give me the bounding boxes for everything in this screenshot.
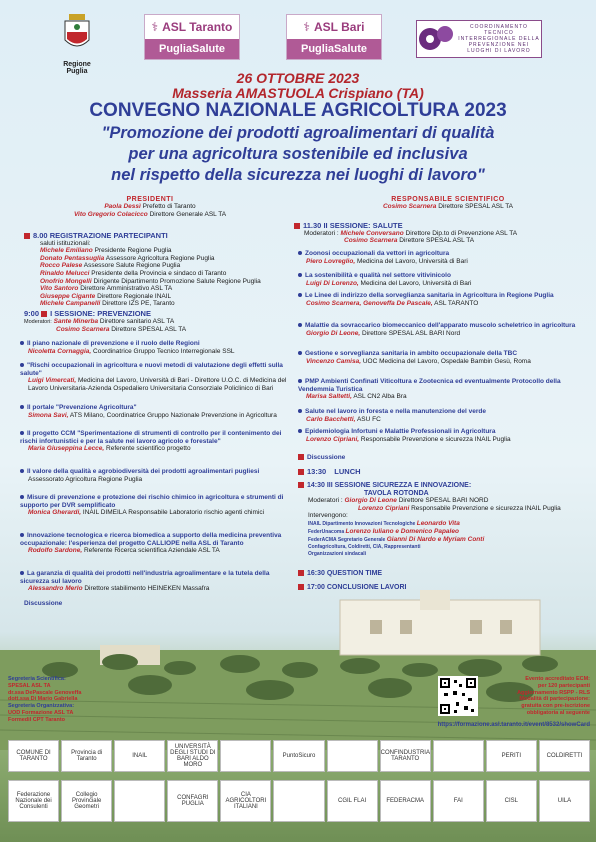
moderators-label: Moderatori : [304,229,339,237]
moderator-name: Cosimo Scarnera [344,237,398,245]
segreteria-line: Formedil CPT Taranto [8,716,66,723]
talk-title-text: Salute nel lavoro in foresta e nella manutenzione del verde [305,408,486,415]
s3-subtitle: TAVOLA ROTONDA [364,489,429,497]
talk-speaker [20,476,300,484]
ecm-link[interactable]: https://formazione.asl.taranto.it/event/8532/showCard [437,722,590,728]
sponsor-logo: PERITI [486,740,537,772]
intervention-row [308,536,588,544]
asl-icon: ⚕ [303,20,311,34]
moderator-name: Sante Minerba [53,317,99,325]
ecm-line: obbligatoria al seguente [526,709,590,716]
talk-item [20,468,300,483]
talk-title-text: La garanzia di qualità dei prodotti nell'industria agroalimentare e la tutela della sicurezza sul lavoro [20,570,270,585]
asl-bari-text: ASL Bari [314,20,365,34]
puglia-salute-text: PugliaSalute [145,39,239,59]
bullet-icon [20,469,24,473]
greeting-name: Michele Campanelli [40,300,101,308]
talk-title [298,408,586,416]
ecm-block [486,676,590,717]
greeting-name: Rinaldo Melucci [40,269,90,277]
asl-taranto-logo [144,14,240,60]
speaker-role: ATS Milano, Coordinatrice Gruppo Nazionale Prevenzione in Agricoltura [69,411,277,419]
greeting-row [40,300,299,308]
greeting-row [40,293,299,301]
registration-block [24,232,299,308]
intervention-org: INAIL Dipartimento Innovazioni Tecnologiche [308,520,416,527]
intervention-org: Organizzazioni sindacali [308,550,367,557]
subtitle-line-3: nel rispetto della sicurezza nei luoghi di lavoro" [111,166,485,184]
coordinamento-text: COORDINAMENTO TECNICO INTERREGIONALE DELLA PREVENZIONE NEI LUOGHI DI LAVORO [458,24,540,54]
sponsor-logo: COLDIRETTI [539,740,590,772]
responsabile-block [300,196,596,211]
talk-title-text: Le Linee di indirizzo della sorveglianza sanitaria in Agricoltura in Regione Puglia [305,292,554,299]
speaker-role: Medicina del Lavoro, Università di Bari [356,257,468,265]
segreteria-heading: Segreteria Scientifica: [8,676,66,682]
talk-title [20,532,300,547]
presidenti-block [0,196,300,219]
schedule-square-icon [298,570,304,576]
speaker-role: ASL TARANTO [434,299,479,307]
speaker-role: Assessorato Agricoltura Regione Puglia [28,475,143,483]
discussione-label: Discussione [24,600,63,607]
talk-speaker [20,547,300,555]
puglia-salute-text: PugliaSalute [287,39,381,59]
bullet-icon [20,533,24,537]
regione-puglia-logo [52,12,102,75]
moderator-role: Direttore Dip.to di Prevenzione ASL TA [405,229,518,237]
greeting-role: Assessore Salute Regione Puglia [83,262,181,270]
talk-item [298,292,586,307]
asl-taranto-text: ASL Taranto [162,20,233,34]
gears-icon [417,22,457,56]
moderators-label: Moderatori : [308,497,343,505]
speaker-role: Medicina del Lavoro, Università di Bari [360,279,472,287]
presidente-role: Prefetto di Taranto [142,203,196,210]
presidente-name: Paola Dessì [104,203,141,210]
intervention-name: Leonardo Vita [416,519,460,527]
bullet-icon [20,363,24,367]
lunch-row [298,468,361,476]
talk-item [20,362,300,392]
subtitle-line-2: per una agricoltura sostenibile ed inclusiva [128,145,468,163]
talk-speaker [20,445,300,453]
s1-time: 9:00 [24,309,40,318]
greeting-role: Direttore Amministrativo ASL TA [80,285,173,293]
intervention-org: FederUnacoma [308,528,345,535]
talk-speaker [298,358,586,366]
conc-time: 17:00 [307,584,325,591]
talk-item [298,428,586,443]
talk-title-text: Il portale "Prevenzione Agricoltura" [27,404,137,411]
speaker-role: Coordinatrice Gruppo Tecnico Interregionale SSL [93,347,235,355]
sponsor-logo: CONFINDUSTRIA TARANTO [380,740,431,772]
reg-title: REGISTRAZIONE PARTECIPANTI [49,231,168,240]
talk-title-text: Il piano nazionale di prevenzione e il ruolo delle Regioni [27,340,200,347]
talk-title [20,362,300,377]
segreteria-line: Segreteria Organizzativa: [8,703,75,710]
speaker-name: Nicoletta Cornaggia, [28,347,92,355]
responsabile-role: Direttore SPESAL ASL TA [438,203,514,210]
sponsor-logo: INAIL [114,740,165,772]
greeting-row [40,270,299,278]
intervention-name: Gianni Di Nardo e Myriam Conti [386,535,485,543]
speaker-name: Maria Giuseppina Lecce, [28,445,105,453]
talk-speaker [20,509,300,517]
talk-title [298,378,586,393]
schedule-square-icon [298,469,304,475]
talk-item [298,322,586,337]
greeting-name: Onofrio Mongelli [40,277,92,285]
greeting-row [40,278,299,286]
ecm-lines [486,676,590,717]
speaker-name: Carlo Bacchetti, [306,415,356,423]
sponsor-logo: CISL [486,780,537,822]
segreteria-lines [8,683,118,724]
talk-title-text: Epidemiologia Infortuni e Malattie Professionali in Agricoltura [305,428,496,435]
talk-speaker [20,412,300,420]
moderator-role: Direttore SPESAL ASL TA [111,326,187,334]
segreteria-line: dott.ssa Di Mario Gabriella [8,696,78,703]
talk-speaker [298,393,586,401]
talk-title [298,292,586,300]
sponsor-logo: FAI [433,780,484,822]
speaker-role: INAIL DIMEILA Responsabile Laboratorio rischio agenti chimici [82,509,265,517]
s3-title: III SESSIONE SICUREZZA E INNOVAZIONE: [326,482,472,489]
greetings-list [24,240,299,308]
speaker-name: Cosimo Scarnera, Genoveffa De Pascale, [306,299,433,307]
greeting-row [40,255,299,263]
s2-title: II SESSIONE: SALUTE [323,221,403,230]
segreteria-line: dr.ssa DePascale Genoveffa [8,689,82,696]
bullet-icon [20,341,24,345]
speaker-name: Marisa Saltetti, [306,393,352,401]
talk-item [20,430,300,453]
bullet-icon [20,571,24,575]
talk-item [298,378,586,401]
talk-item [20,404,300,419]
speaker-role: Direttore stabilimento HEINEKEN Massafra [84,585,210,593]
presidente-name: Vito Gregorio Colacicco [73,211,148,218]
speaker-role: Referente scientifico progetto [106,445,191,453]
qr-code[interactable] [438,676,478,716]
speaker-name: Luigi Vimercati, [28,377,77,385]
moderator-name: Lorenzo Cipriani [358,504,410,512]
greeting-row [40,262,299,270]
moderator-role: Direttore SPESAL BARI NORD [398,497,489,505]
sponsor-logo: Collegio Provinciale Geometri [61,780,112,822]
sponsor-logo: CIA AGRICOLTORI ITALIANI [220,780,271,822]
speaker-name: Giorgio Di Leone, [306,329,361,337]
sponsor-logo: FEDERACMA [380,780,431,822]
bullet-icon [298,323,302,327]
talk-title-text: Il valore della qualità e agrobiodiversità dei prodotti agroalimentari pugliesi [27,468,260,475]
speaker-name: Lorenzo Cipriani, [306,435,360,443]
qt-label: QUESTION TIME [326,570,383,577]
sponsor-logo [273,780,324,822]
speaker-role: ASU FC [356,415,381,423]
greeting-role: Direttore IZS PE, Taranto [102,300,175,308]
session3-block [298,482,588,558]
bullet-icon [20,405,24,409]
bullet-icon [20,431,24,435]
ecm-line: Modalità di partecipazione: [519,696,590,703]
bullet-icon [298,273,302,277]
schedule-square-icon [24,233,30,239]
talk-speaker [298,436,586,444]
bullet-icon [298,379,302,383]
segreteria-line: SPESAL ASL TA [8,682,51,689]
talk-title [20,468,300,476]
greeting-name: Michele Emiliano [40,247,93,255]
talk-speaker [20,377,300,392]
qr-code-icon [438,676,478,716]
lunch-time: 13:30 [307,467,327,476]
intervention-row [308,544,588,551]
greeting-role: Presidente Regione Puglia [94,247,172,255]
bullet-icon [298,293,302,297]
talk-title [298,428,586,436]
ecm-line: per 120 partecipanti [538,682,590,689]
speaker-name: Monica Gherardi, [28,509,82,517]
moderator-name: Michele Conversano [340,229,404,237]
asl-icon: ⚕ [151,20,159,34]
s1-bullet-icon [41,311,47,317]
talk-speaker [298,258,586,266]
event-venue: Masseria AMASTUOLA Crispiano (TA) [172,85,424,101]
presidente-role: Direttore Generale ASL TA [149,211,227,218]
intervention-name: Lorenzo Iuliano e Domenico Papaleo [345,527,459,535]
reg-time: 8.00 [33,231,48,240]
intervention-row [308,528,588,536]
talk-title [298,350,586,358]
speaker-role: ASL CN2 Alba Bra [353,393,407,401]
sponsor-logo: COMUNE DI TARANTO [8,740,59,772]
conc-label: CONCLUSIONE LAVORI [326,584,407,591]
intervention-row [308,520,588,528]
talk-title [20,430,300,445]
sponsor-logo: Provincia di Taranto [61,740,112,772]
moderator-role: Direttore sanitario ASL TA [99,317,175,325]
speaker-role: Responsabile Prevenzione e sicurezza INAIL Puglia [360,435,511,443]
talk-title [20,340,300,348]
talk-item [298,250,586,265]
moderators-label: Moderatori: [24,318,52,325]
sponsor-logo [220,740,271,772]
qt-time: 16:30 [307,570,325,577]
intervention-row [308,551,588,558]
moderator-role: Responsabile Prevenzione e sicurezza INAIL Puglia [411,504,561,512]
moderator-name: Cosimo Scarnera [56,326,110,334]
schedule-square-icon [294,223,300,229]
greeting-name: Rocco Palese [40,262,83,270]
moderator-name: Giorgio Di Leone [344,497,397,505]
moderator-role: Direttore SPESAL ASL TA [399,237,475,245]
speaker-name: Simona Savi, [28,411,69,419]
greeting-name: Vito Santoro [40,285,79,293]
responsabile-heading: RESPONSABILE SCIENTIFICO [391,196,505,203]
sponsor-logo [114,780,165,822]
s3-time: 14:30 [307,482,325,489]
event-date: 26 OTTOBRE 2023 [236,70,360,86]
talk-speaker [298,300,586,308]
talk-speaker [298,416,586,424]
responsabile-name: Cosimo Scarnera [382,203,437,210]
session2-block [294,222,584,245]
sponsor-logo [327,740,378,772]
sponsor-logo: CGIL FLAI [327,780,378,822]
bullet-icon [298,429,302,433]
talk-title-text: Zoonosi occupazionali da vettori in agricoltura [305,250,450,257]
intervention-org: FederACMA Segretario Generale [308,536,386,543]
talk-title [298,250,586,258]
schedule-square-icon [298,454,304,460]
question-time-row [298,570,382,578]
lunch-label: LUNCH [334,467,361,476]
talk-title [298,322,586,330]
speaker-name: Rodolfo Sardone, [28,547,83,555]
speaker-name: Piero Lovreglio, [306,257,356,265]
speaker-name: Luigi Di Lorenzo, [306,279,359,287]
crest-icon [52,12,102,56]
sponsor-logo: UILA [539,780,590,822]
talk-title [20,570,300,585]
greeting-name: Donato Pentassuglia [40,254,105,262]
speaker-role: Referente Ricerca scientifica Aziendale ASL TA [83,547,220,555]
segreteria-block [8,676,118,724]
talk-item [298,350,586,365]
talk-title-text: Misure di prevenzione e protezione dei rischio chimico in agricoltura e strumenti di supporto per DVR semplificato [20,494,284,509]
talk-title-text: Gestione e sorveglianza sanitaria in ambito occupazionale della TBC [305,350,518,357]
talk-title [20,494,300,509]
interventions-list [298,520,588,558]
saluti-label: saluti istituzionali: [40,239,91,247]
speaker-role: UOC Medicina del Lavoro, Ospedale Bambin Gesù, Roma [362,357,531,365]
discussione-label: Discussione [307,454,346,461]
speaker-role: Direttore SPESAL ASL BARI Nord [361,329,461,337]
asl-bari-logo [286,14,382,60]
talk-item [20,532,300,555]
greeting-role: Assessore Agricoltura Regione Puglia [105,254,215,262]
bullet-icon [298,351,302,355]
ecm-line: gratuita con pre-iscrizione [521,703,590,710]
sponsor-logo [433,740,484,772]
intervengono-label: Intervengono: [308,512,348,520]
s1-title: I SESSIONE: PREVENZIONE [50,309,151,318]
greeting-row [40,285,299,293]
subtitle-line-1: "Promozione dei prodotti agroalimentari di qualità [101,124,495,142]
talk-item [298,408,586,423]
ecm-line: Evento accreditato ECM: [525,676,590,682]
talk-item [298,272,586,287]
sponsor-logo: PuntoSicuro [273,740,324,772]
bullet-icon [298,251,302,255]
speaker-name: Vincenzo Camisa, [306,357,362,365]
sponsor-logo: Federazione Nazionale dei Consulenti [8,780,59,822]
talk-title-text: La sostenibilità e qualità nel settore vitivinicolo [305,272,451,279]
speaker-role: Medicina del Lavoro, Università di Bari - Direttore U.O.C. di Medicina del Lavoro Universitaria-Azienda Ospedaliero Universitaria Consorziale Policlinico di Bari [28,377,287,392]
talk-speaker [298,330,586,338]
talk-title-text: Innovazione tecnologica e ricerca biomedica a supporto della medicina preventiva occupazionale: l'esperienza del progetto CALLIOPE nella ASL di Taranto [20,532,282,547]
talk-item [20,340,300,355]
sponsor-logo: UNIVERSITÀ DEGLI STUDI DI BARI ALDO MORO [167,740,218,772]
right-discussione [298,454,345,462]
speaker-name: Alessandro Merlo [28,585,83,593]
coordinamento-logo [416,20,542,58]
segreteria-line: UOD Formazione ASL TA [8,709,74,716]
intervention-org: Confagricoltura, Coldiretti, CIA, Rappresentanti [308,543,421,550]
s2-time: 11.30 [303,221,322,230]
bullet-icon [298,409,302,413]
talk-title-text: PMP Ambienti Confinati Viticoltura e Zootecnica ed eventualmente Protocollo della Vendemmia Turistica [298,378,561,393]
region-label: Regione Puglia [63,61,91,75]
greeting-row [40,247,299,255]
greeting-role: Direttore Regionale INAIL [97,292,172,300]
talk-speaker [298,280,586,288]
talk-item [20,494,300,517]
talk-title-text: Il progetto CCM "Sperimentazione di strumenti di controllo per il contenimento dei rischi infortunistici e per la salute nei lavoro agricolo e forestale" [20,430,282,445]
sponsor-logo: CONFAGRI PUGLIA [167,780,218,822]
greeting-name: Giuseppe Cigante [40,292,96,300]
greeting-role: Dirigente Dipartimento Promozione Salute Regione Puglia [93,277,261,285]
talk-title [298,272,586,280]
bullet-icon [20,495,24,499]
event-title: CONVEGNO NAZIONALE AGRICOLTURA 2023 [89,100,507,121]
talk-speaker [20,348,300,356]
schedule-square-icon [298,482,304,488]
talk-title [20,404,300,412]
talk-title-text: "Rischi occupazionali in agricoltura e nuovi metodi di valutazione degli effetti sulla salute" [20,362,283,377]
greeting-role: Presidente della Provincia e sindaco di Taranto [91,269,227,277]
presidenti-heading: PRESIDENTI [126,196,174,203]
ecm-line: Aggiornamento RSPP - RLS [517,689,590,696]
session1-block [24,310,299,334]
talk-title-text: Malattie da sovraccarico biomeccanico dell'apparato muscolo scheletrico in agricoltura [305,322,576,329]
